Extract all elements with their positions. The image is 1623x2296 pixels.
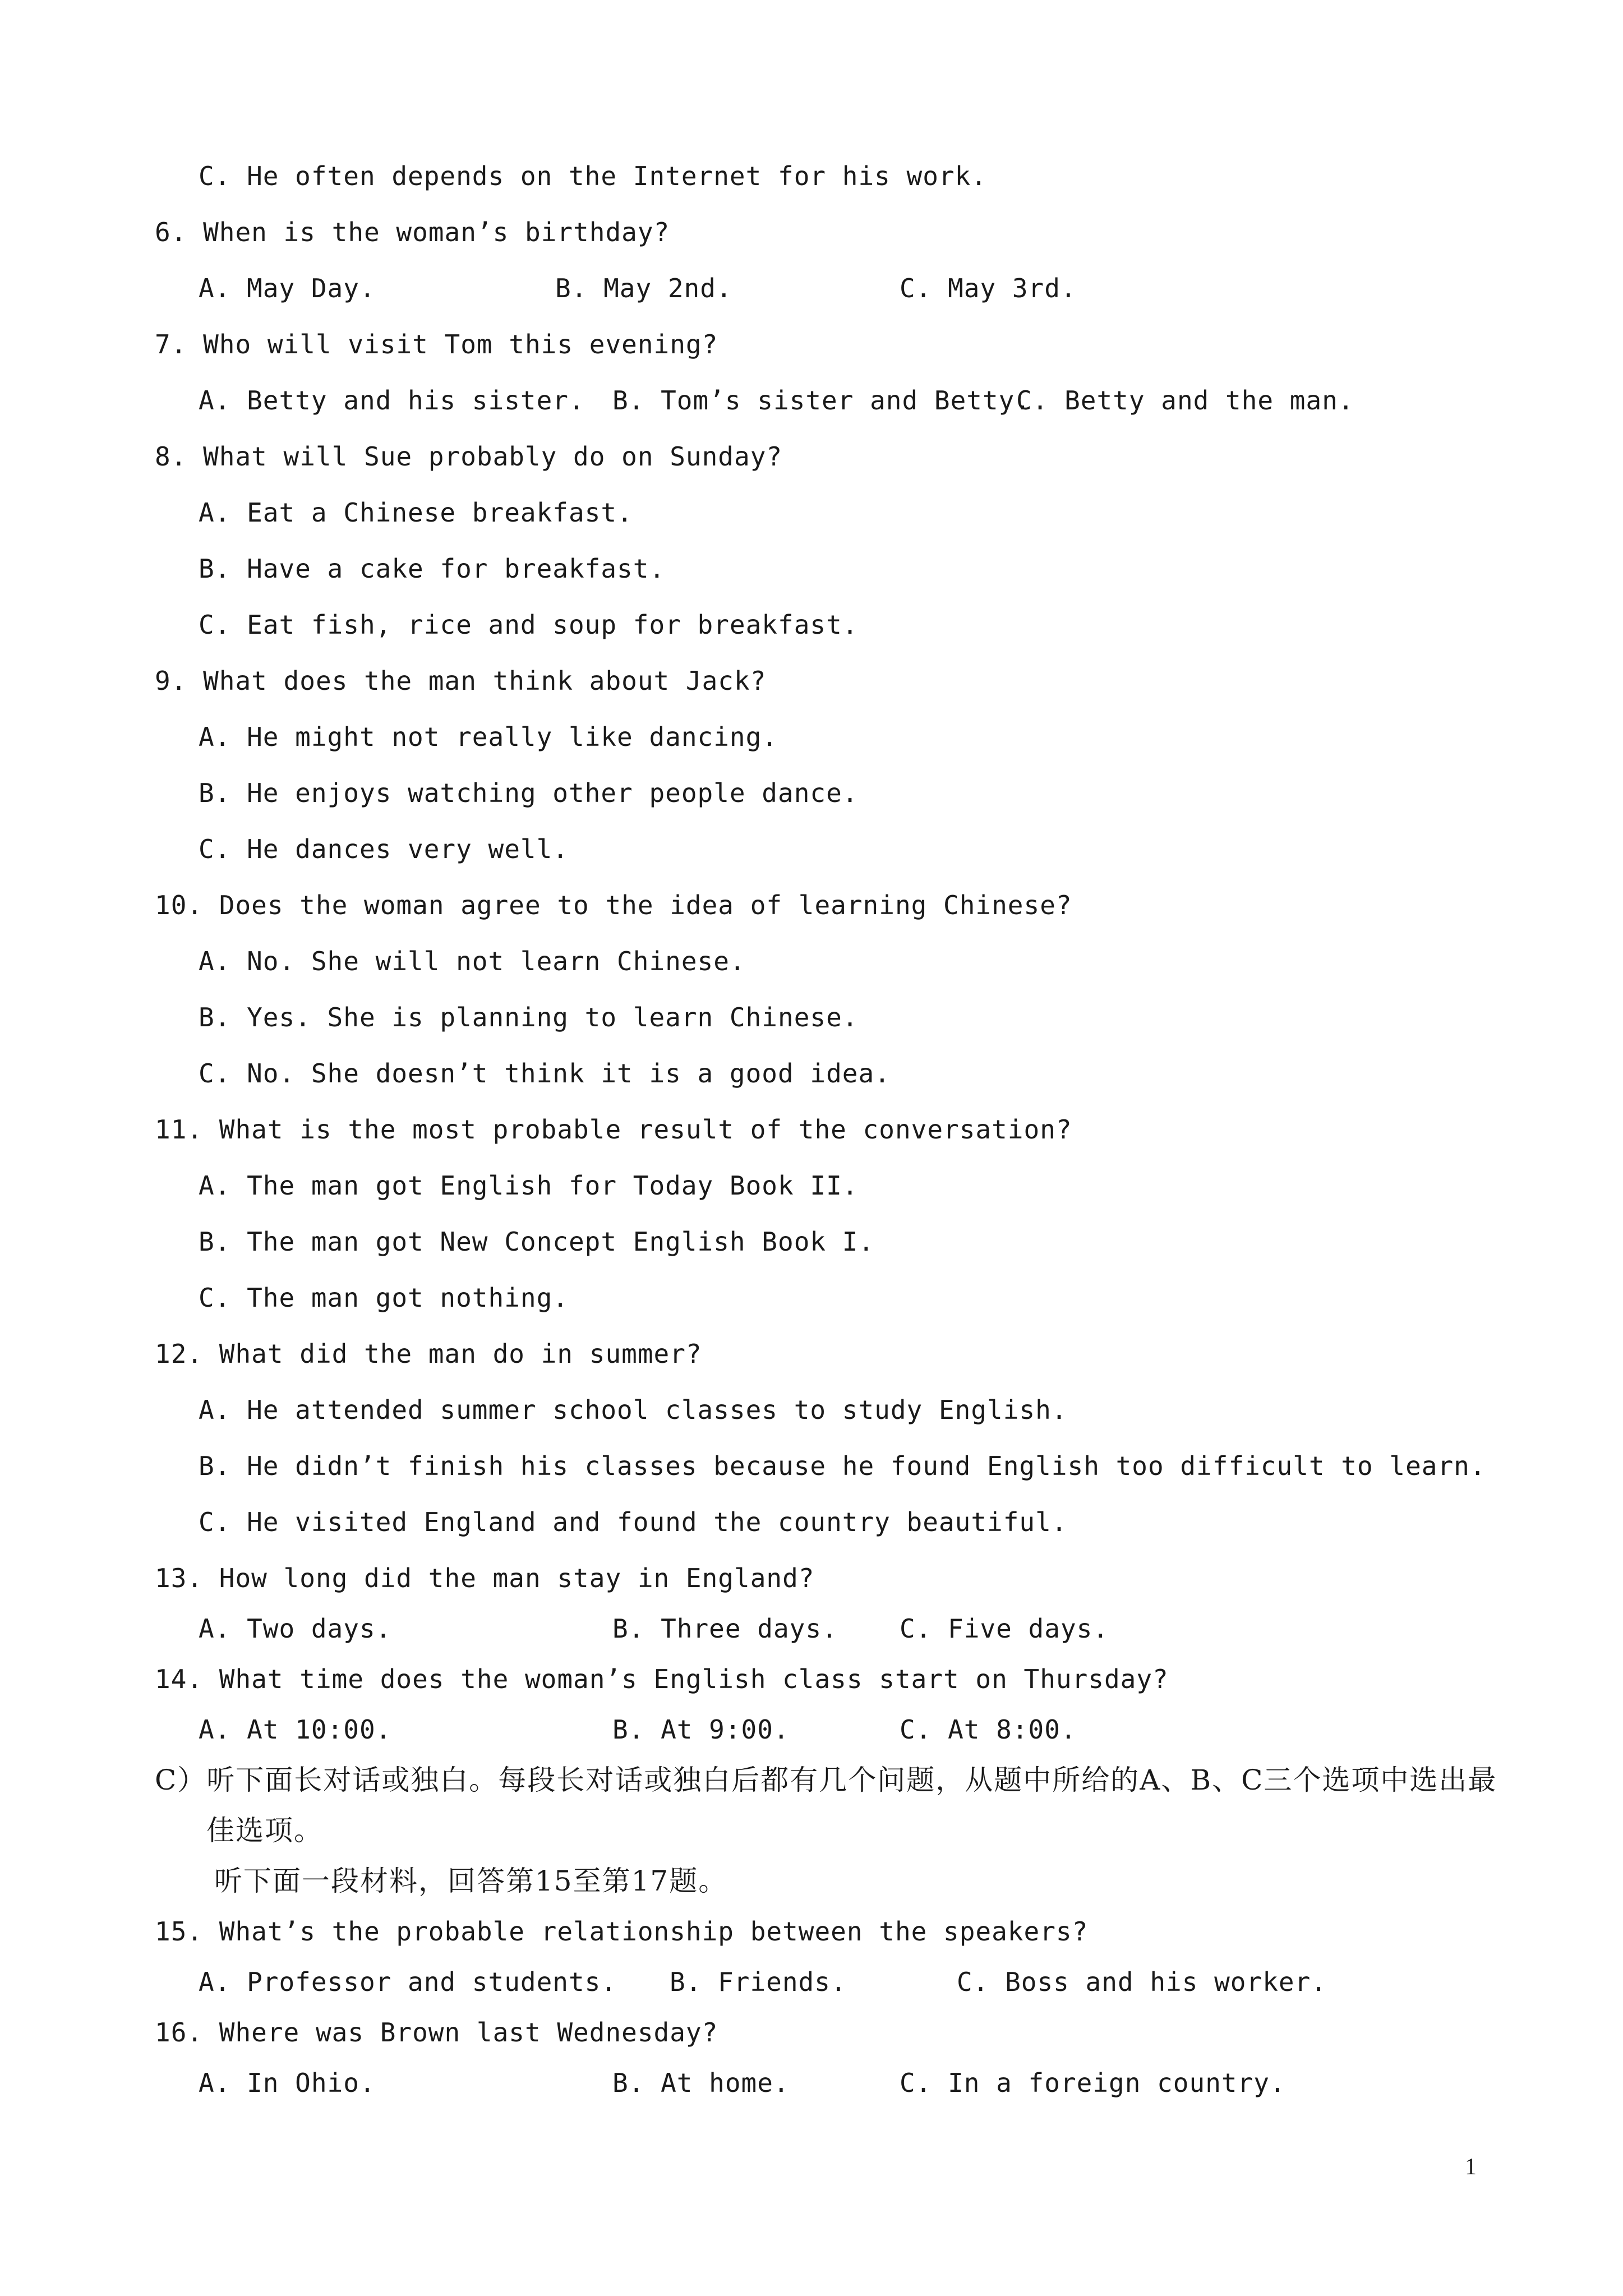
q8-option-b: B. Have a cake for breakfast. [199,554,666,584]
q13-option-b: B. Three days. [612,1613,838,1644]
q7-option-a: A. Betty and his sister. [199,385,585,416]
material-instruction: 听下面一段材料，回答第15至第17题。 [214,1865,728,1897]
q9-option-b: B. He enjoys watching other people dance. [199,778,859,808]
q7-option-b: B. Tom’s sister and Betty. [612,385,1031,416]
question-11: 11. What is the most probable result of the conversation? [155,1114,1072,1145]
q6-option-b: B. May 2nd. [555,273,732,303]
q8-option-a: A. Eat a Chinese breakfast. [199,497,633,528]
q13-option-c: C. Five days. [900,1613,1109,1644]
q5-option-c: C. He often depends on the Internet for his work. [199,161,988,191]
q12-option-a: A. He attended summer school classes to study English. [199,1395,1068,1425]
q15-option-b: B. Friends. [670,1967,847,1997]
q11-option-a: A. The man got English for Today Book II. [199,1170,859,1201]
q15-option-c: C. Boss and his worker. [957,1967,1327,1997]
q15-option-a: A. Professor and students. [199,1967,617,1997]
q16-option-c: C. In a foreign country. [900,2068,1286,2098]
question-15: 15. What’s the probable relationship between the speakers? [155,1916,1089,1947]
question-16: 16. Where was Brown last Wednesday? [155,2017,718,2048]
question-13: 13. How long did the man stay in England? [155,1563,815,1593]
q7-option-c: C. Betty and the man. [1016,385,1354,416]
q14-option-c: C. At 8:00. [900,1714,1077,1745]
q11-option-b: B. The man got New Concept English Book I. [199,1227,875,1257]
q9-option-a: A. He might not really like dancing. [199,722,778,752]
q6-option-c: C. May 3rd. [900,273,1077,303]
q12-option-b: B. He didn’t finish his classes because he found English too difficult to learn. [199,1451,1486,1481]
q14-option-b: B. At 9:00. [612,1714,790,1745]
q16-option-b: B. At home. [612,2068,790,2098]
q6-option-a: A. May Day. [199,273,376,303]
section-c-instruction-cont: 佳选项。 [206,1814,323,1847]
q8-option-c: C. Eat fish, rice and soup for breakfast. [199,610,859,640]
q16-options [0,2066,1286,2234]
q10-option-a: A. No. She will not learn Chinese. [199,946,746,976]
question-14: 14. What time does the woman’s English class start on Thursday? [155,1664,1169,1694]
q14-option-a: A. At 10:00. [199,1714,392,1745]
section-c-instruction: C）听下面长对话或独白。每段长对话或独白后都有几个问题，从题中所给的A、B、C三个选项中选出最 [155,1764,1497,1796]
question-7: 7. Who will visit Tom this evening? [155,329,718,359]
question-12: 12. What did the man do in summer? [155,1339,702,1369]
question-9: 9. What does the man think about Jack? [155,666,767,696]
question-8: 8. What will Sue probably do on Sunday? [155,441,783,472]
q11-option-c: C. The man got nothing. [199,1283,569,1313]
q16-option-a: A. In Ohio. [199,2068,376,2098]
q10-option-c: C. No. She doesn’t think it is a good idea. [199,1058,891,1089]
question-10: 10. Does the woman agree to the idea of learning Chinese? [155,890,1072,920]
q9-option-c: C. He dances very well. [199,834,569,864]
q12-option-c: C. He visited England and found the country beautiful. [199,1507,1068,1537]
question-6: 6. When is the woman’s birthday? [155,217,670,247]
q13-option-a: A. Two days. [199,1613,392,1644]
q10-option-b: B. Yes. She is planning to learn Chinese. [199,1002,859,1032]
page-number: 1 [1465,2154,1477,2180]
